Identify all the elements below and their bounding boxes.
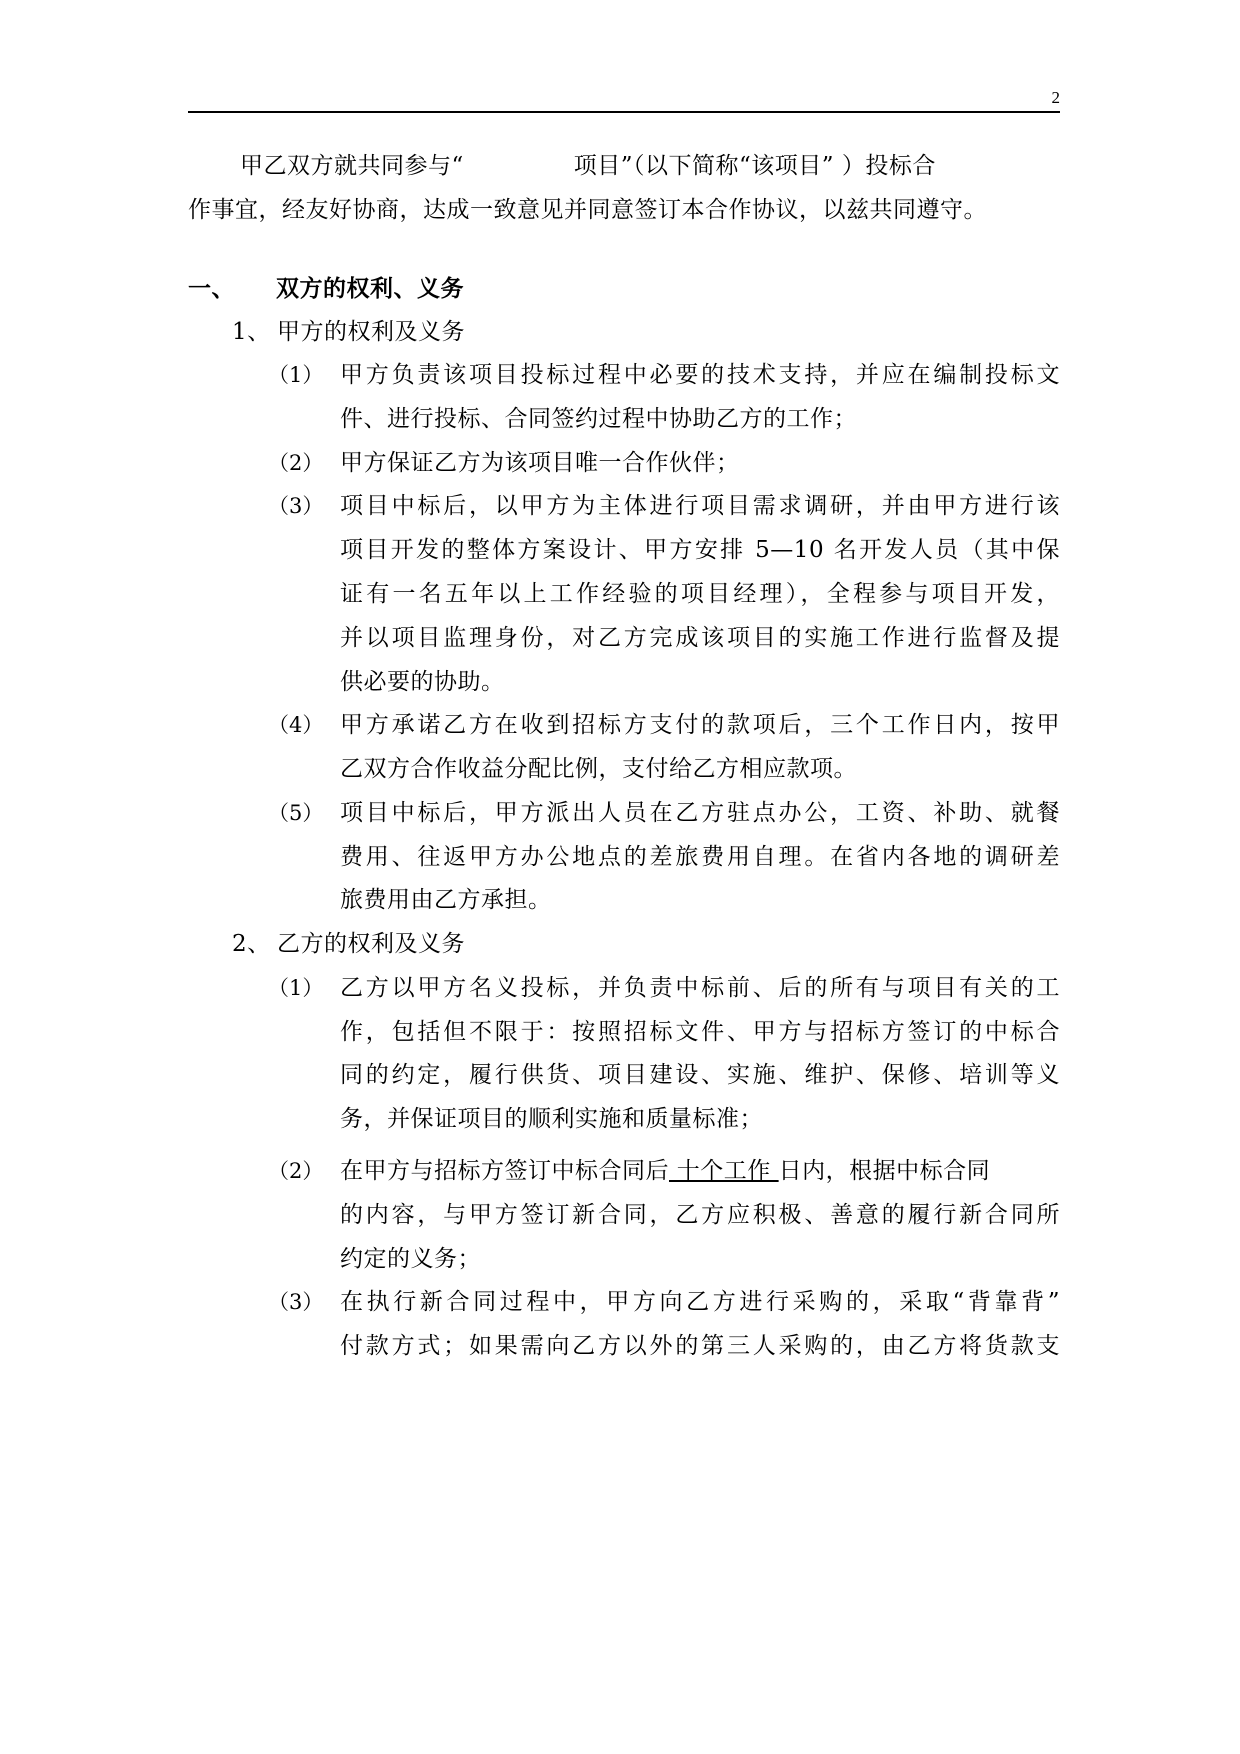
item-text-segment: 在甲方与招标方签订中标合同后 bbox=[340, 1158, 669, 1184]
section-title: 双方的权利、义务 bbox=[276, 275, 464, 302]
item-text-line: 项目中标后，甲方派出人员在乙方驻点办公，工资、补助、就餐 bbox=[340, 800, 1060, 826]
item-number: （1） bbox=[268, 363, 324, 387]
subsection-2-number: 2、 bbox=[232, 931, 271, 957]
subsection-1-number: 1、 bbox=[232, 319, 271, 345]
underlined-term: 十个工作 bbox=[669, 1158, 779, 1184]
item-number: （2） bbox=[268, 451, 324, 475]
intro-line-1 bbox=[188, 150, 1060, 182]
item-text-line: 件、进行投标、合同签约过程中协助乙方的工作； bbox=[340, 406, 857, 432]
item-number: （3） bbox=[268, 494, 324, 518]
item-text-line: 供必要的协助。 bbox=[340, 669, 505, 695]
item-text-segment: 日内，根据中标合同 bbox=[778, 1158, 991, 1184]
item-text-line: 务，并保证项目的顺利实施和质量标准； bbox=[340, 1106, 763, 1132]
item-number: （3） bbox=[268, 1290, 324, 1314]
item-number: （1） bbox=[268, 976, 324, 1000]
item-text-line: 甲方承诺乙方在收到招标方支付的款项后，三个工作日内，按甲 bbox=[340, 712, 1060, 738]
item-text-line: 的内容，与甲方签订新合同，乙方应积极、善意的履行新合同所 bbox=[340, 1202, 1060, 1228]
header-rule bbox=[188, 111, 1060, 113]
section-number: 一、 bbox=[188, 275, 235, 302]
item-number: （4） bbox=[268, 713, 324, 737]
subsection-1-title: 甲方的权利及义务 bbox=[277, 319, 465, 345]
item-text-line: 费用、往返甲方办公地点的差旅费用自理。在省内各地的调研差 bbox=[340, 844, 1060, 870]
item-text-line: 作，包括但不限于：按照招标文件、甲方与招标方签订的中标合 bbox=[340, 1019, 1060, 1045]
item-text-line: 同的约定，履行供货、项目建设、实施、维护、保修、培训等义 bbox=[340, 1062, 1060, 1088]
intro-text-a: 甲乙双方就共同参与“ bbox=[240, 153, 464, 179]
subsection-2-title: 乙方的权利及义务 bbox=[277, 931, 465, 957]
intro-text-b: 项目”（以下简称“该项目” ）投标合 bbox=[573, 153, 936, 179]
item-text-line: 甲方负责该项目投标过程中必要的技术支持，并应在编制投标文 bbox=[340, 362, 1060, 388]
item-text-line: 乙方以甲方名义投标，并负责中标前、后的所有与项目有关的工 bbox=[340, 975, 1060, 1001]
subsection-2-heading bbox=[232, 928, 1104, 960]
page-number: 2 bbox=[1051, 88, 1060, 107]
item-number: （5） bbox=[268, 801, 324, 825]
item-text-line: 项目开发的整体方案设计、甲方安排 5—10 名开发人员（其中保 bbox=[340, 537, 1060, 563]
item-text-line: 付款方式；如果需向乙方以外的第三人采购的，由乙方将货款支 bbox=[340, 1333, 1060, 1359]
item-text-line: 甲方保证乙方为该项目唯一合作伙伴； bbox=[340, 450, 740, 476]
intro-line-2: 作事宜，经友好协商，达成一致意见并同意签订本合作协议，以兹共同遵守。 bbox=[188, 197, 987, 223]
item-text-line: 旅费用由乙方承担。 bbox=[340, 887, 552, 913]
section-heading bbox=[188, 273, 1060, 305]
item-text-line: 项目中标后，以甲方为主体进行项目需求调研，并由甲方进行该 bbox=[340, 493, 1060, 519]
item-number: （2） bbox=[268, 1159, 324, 1183]
item-text-line: 约定的义务； bbox=[340, 1246, 481, 1272]
item-text-line: 并以项目监理身份，对乙方完成该项目的实施工作进行监督及提 bbox=[340, 625, 1060, 651]
item-text-line-with-underline bbox=[340, 1155, 1060, 1187]
item-text-line: 在执行新合同过程中，甲方向乙方进行采购的，采取“背靠背” bbox=[340, 1289, 1060, 1315]
item-text-line: 证有一名五年以上工作经验的项目经理），全程参与项目开发， bbox=[340, 581, 1060, 607]
subsection-1-heading bbox=[232, 316, 1104, 348]
item-text-line: 乙双方合作收益分配比例，支付给乙方相应款项。 bbox=[340, 756, 857, 782]
